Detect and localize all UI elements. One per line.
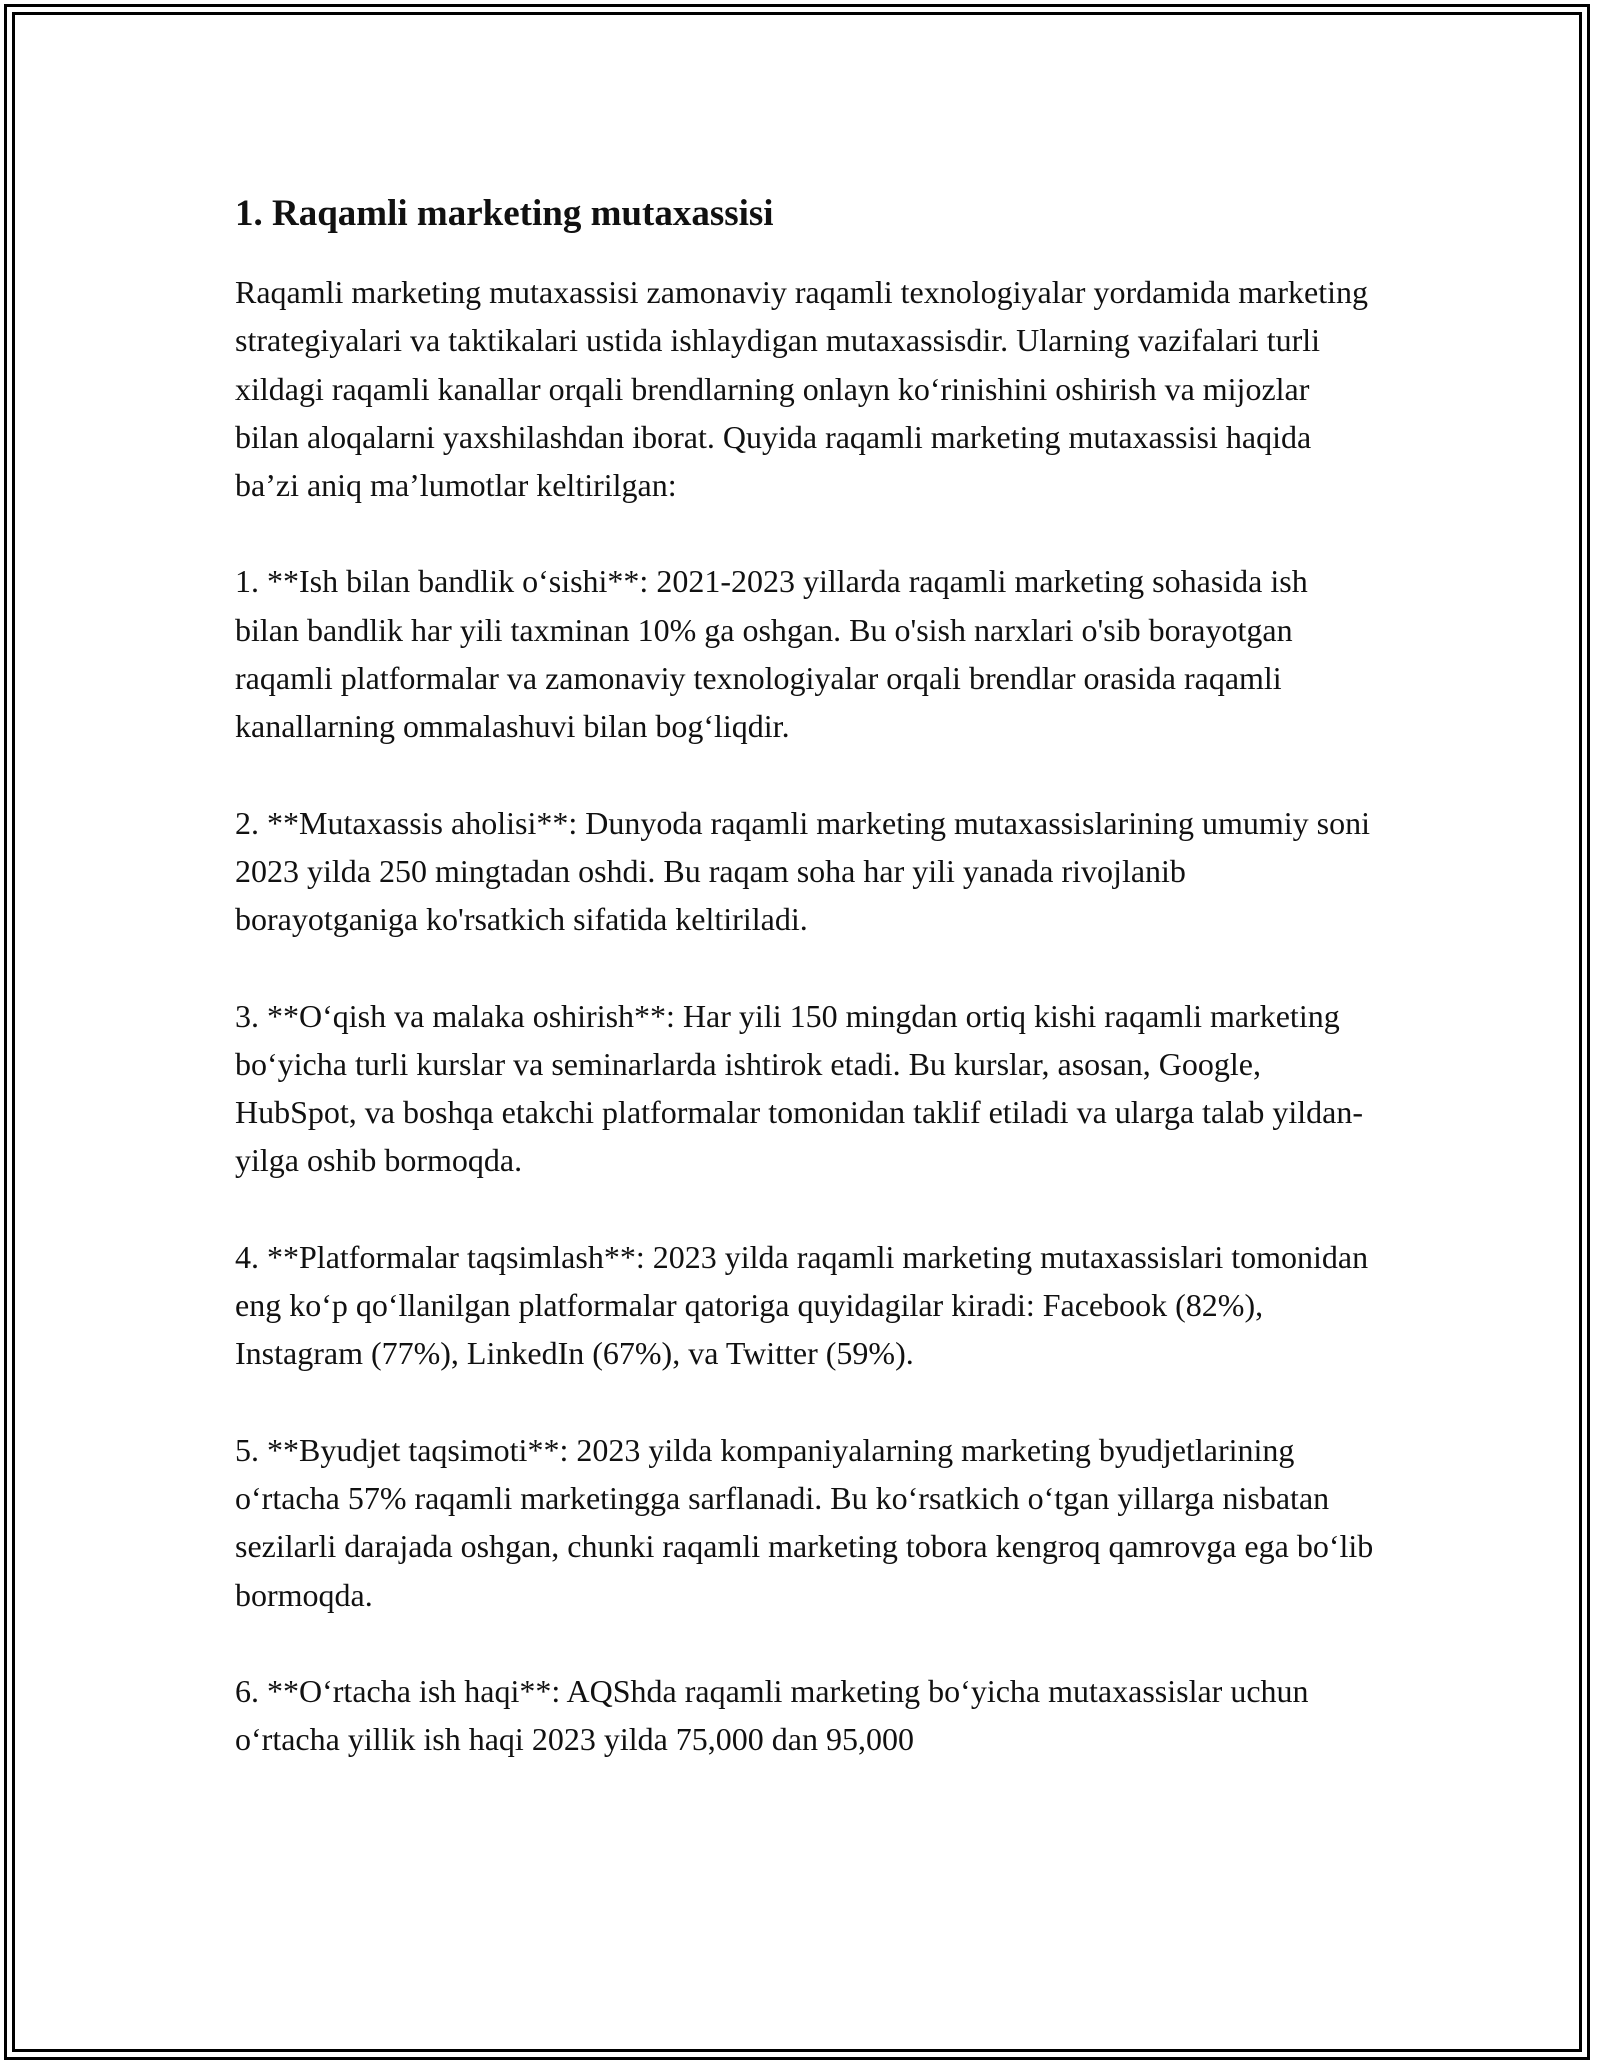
list-item-specialist-population: 2. **Mutaxassis aholisi**: Dunyoda raqamli marketing mutaxassislarining umumiy soni 2023 yilda 250 mingtadan oshdi. Bu raqam soha har yili yanada rivojlanib borayotganiga ko'rsatkich sifatida keltiriladi. — [235, 804, 1370, 938]
list-item-average-salary: 6. **Oʻrtacha ish haqi**: AQShda raqamli marketing boʻyicha mutaxassislar uchun oʻrtacha yillik ish haqi 2023 yilda 75,000 dan 95,000 — [235, 1672, 1309, 1758]
list-item-platform-distribution: 4. **Platformalar taqsimlash**: 2023 yilda raqamli marketing mutaxassislari tomonidan eng koʻp qoʻllanilgan platformalar qatoriga quyidagilar kiradi: Facebook (82%), Instagram (77%), LinkedIn (67%), va Twitter (59%). — [235, 1238, 1369, 1372]
intro-paragraph: Raqamli marketing mutaxassisi zamonaviy raqamli texnologiyalar yordamida marketing strategiyalari va taktikalari ustida ishlaydigan mutaxassisdir. Ularning vazifalari turli xildagi raqamli kanallar orqali brendlarning onlayn koʻrinishini oshirish va mijozlar bilan aloqalarni yaxshilashdan iborat. Quyida raqamli marketing mutaxassisi haqida ba’zi aniq ma’lumotlar keltirilgan: — [235, 274, 1369, 504]
document-body — [235, 188, 1375, 1763]
list-item-training: 3. **Oʻqish va malaka oshirish**: Har yili 150 mingdan ortiq kishi raqamli marketing boʻyicha turli kurslar va seminarlarda ishtirok etadi. Bu kurslar, asosan, Google, HubSpot, va boshqa etakchi platformalar tomonidan taklif etiladi va ularga talab yildan-yilga oshib bormoqda. — [235, 997, 1363, 1179]
list-item-budget-distribution: 5. **Byudjet taqsimoti**: 2023 yilda kompaniyalarning marketing byudjetlarining oʻrtacha 57% raqamli marketingga sarflanadi. Bu koʻrsatkich oʻtgan yillarga nisbatan sezilarli darajada oshgan, chunki raqamli marketing tobora kengroq qamrovga ega boʻlib bormoqda. — [235, 1431, 1374, 1613]
section-heading: 1. Raqamli marketing mutaxassisi — [235, 193, 774, 234]
list-item-employment-growth: 1. **Ish bilan bandlik oʻsishi**: 2021-2023 yillarda raqamli marketing sohasida ish bilan bandlik har yili taxminan 10% ga oshgan. Bu o'sish narxlari o'sib borayotgan raqamli platformalar va zamonaviy texnologiyalar orqali brendlar orasida raqamli kanallarning ommalashuvi bilan bogʻliqdir. — [235, 563, 1308, 745]
